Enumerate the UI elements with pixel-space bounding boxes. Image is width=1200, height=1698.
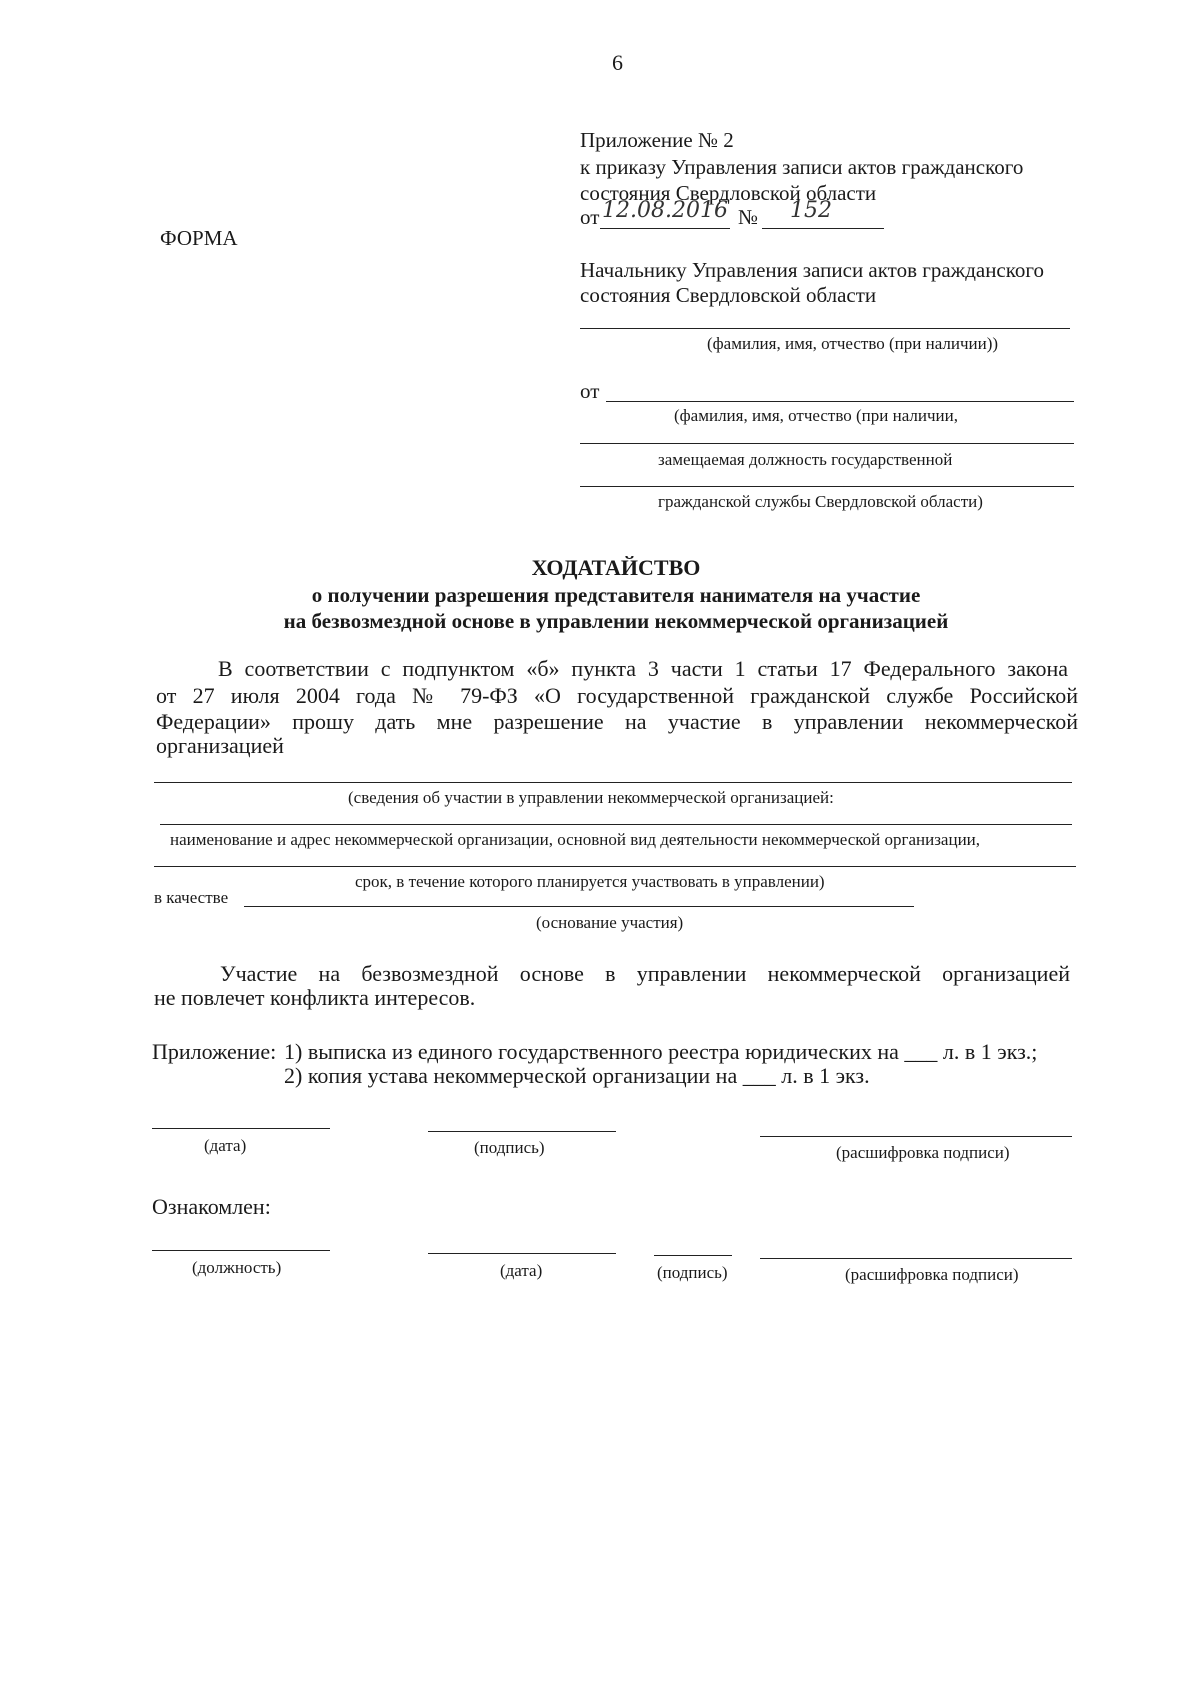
paragraph-1-line-1-text: В соответствии с подпунктом «б» пункта 3 части 1 статьи 17 Федерального закона (218, 656, 1068, 681)
date-underline (600, 228, 730, 229)
acquainted-label: Ознакомлен: (152, 1194, 271, 1219)
details-caption-3: срок, в течение которого планируется участвовать в управлении) (355, 872, 825, 891)
paragraph-1-line-4: организацией (156, 733, 284, 758)
document-title: ХОДАТАЙСТВО (531, 555, 701, 580)
signature-decoding-line (760, 1136, 1072, 1137)
acquainted-position-caption: (должность) (192, 1258, 282, 1277)
acquainted-date-line (428, 1253, 616, 1254)
details-line-1 (154, 782, 1072, 783)
addressee-fio-line (580, 328, 1070, 329)
paragraph-2-line-2: не повлечет конфликта интересов. (154, 985, 476, 1010)
details-caption-2: наименование и адрес некоммерческой организации, основной вид деятельности некоммерческой организации, (170, 830, 981, 849)
appendix-line-1: Приложение № 2 (580, 128, 734, 152)
attachment-item-1: 1) выписка из единого государственного реестра юридических на ___ л. в 1 экз.; (284, 1039, 1038, 1064)
paragraph-2-line-1 (220, 961, 1070, 987)
paragraph-1-line-2-text: от 27 июля 2004 года № 79-ФЗ «О государственной гражданской службе Российской (156, 683, 1078, 708)
attachments-label: Приложение: (152, 1039, 277, 1064)
capacity-line (244, 906, 914, 907)
paragraph-1-line-3 (156, 709, 1078, 735)
appendix-line-3: состояния Свердловской области (580, 181, 877, 205)
signature-date-caption: (дата) (204, 1136, 247, 1155)
capacity-caption: (основание участия) (536, 913, 684, 932)
addressee-line-2: состояния Свердловской области (580, 283, 877, 307)
from-line-2 (580, 443, 1074, 444)
appendix-date-prefix: от (580, 205, 600, 229)
details-line-3 (154, 866, 1076, 867)
acquainted-sign-caption: (подпись) (657, 1263, 728, 1282)
from-line-1 (606, 401, 1074, 402)
document-subtitle-1: о получении разрешения представителя нанимателя на участие (311, 583, 921, 607)
appendix-line-2: к приказу Управления записи актов гражданского (580, 155, 1024, 179)
attachment-item-2: 2) копия устава некоммерческой организации на ___ л. в 1 экз. (284, 1063, 870, 1088)
from-label: от (580, 379, 600, 403)
appendix-date-handwritten: 12.08.2016 (602, 198, 728, 223)
from-caption-3: гражданской службы Свердловской области) (658, 492, 983, 511)
from-caption-1: (фамилия, имя, отчество (при наличии, (674, 406, 958, 425)
signature-decoding-caption: (расшифровка подписи) (836, 1143, 1010, 1162)
details-caption-1: (сведения об участии в управлении некоммерческой организацией: (348, 788, 834, 807)
form-label: ФОРМА (160, 226, 238, 250)
page-number: 6 (612, 50, 623, 75)
paragraph-1-line-1 (218, 656, 1068, 682)
acquainted-decoding-line (760, 1258, 1072, 1259)
from-line-3 (580, 486, 1074, 487)
appendix-number-handwritten: 152 (790, 198, 832, 223)
acquainted-date-caption: (дата) (500, 1261, 543, 1280)
acquainted-sign-line (654, 1255, 732, 1256)
paragraph-1-line-3-text: Федерации» прошу дать мне разрешение на участие в управлении некоммерческой (156, 709, 1078, 734)
paragraph-1-line-2 (156, 683, 1078, 709)
signature-sign-caption: (подпись) (474, 1138, 545, 1157)
capacity-label: в качестве (154, 888, 229, 907)
from-caption-2: замещаемая должность государственной (658, 450, 953, 469)
acquainted-position-line (152, 1250, 330, 1251)
paragraph-2-line-1-text: Участие на безвозмездной основе в управлении некоммерческой организацией (220, 961, 1070, 986)
signature-sign-line (428, 1131, 616, 1132)
addressee-fio-caption: (фамилия, имя, отчество (при наличии)) (707, 334, 999, 353)
appendix-number-label: № (738, 205, 759, 229)
signature-date-line (152, 1128, 330, 1129)
document-subtitle-2: на безвозмездной основе в управлении некоммерческой организацией (283, 609, 949, 633)
number-underline (762, 228, 884, 229)
addressee-line-1: Начальнику Управления записи актов гражданского (580, 258, 1044, 282)
acquainted-decoding-caption: (расшифровка подписи) (845, 1265, 1019, 1284)
details-line-2 (160, 824, 1072, 825)
